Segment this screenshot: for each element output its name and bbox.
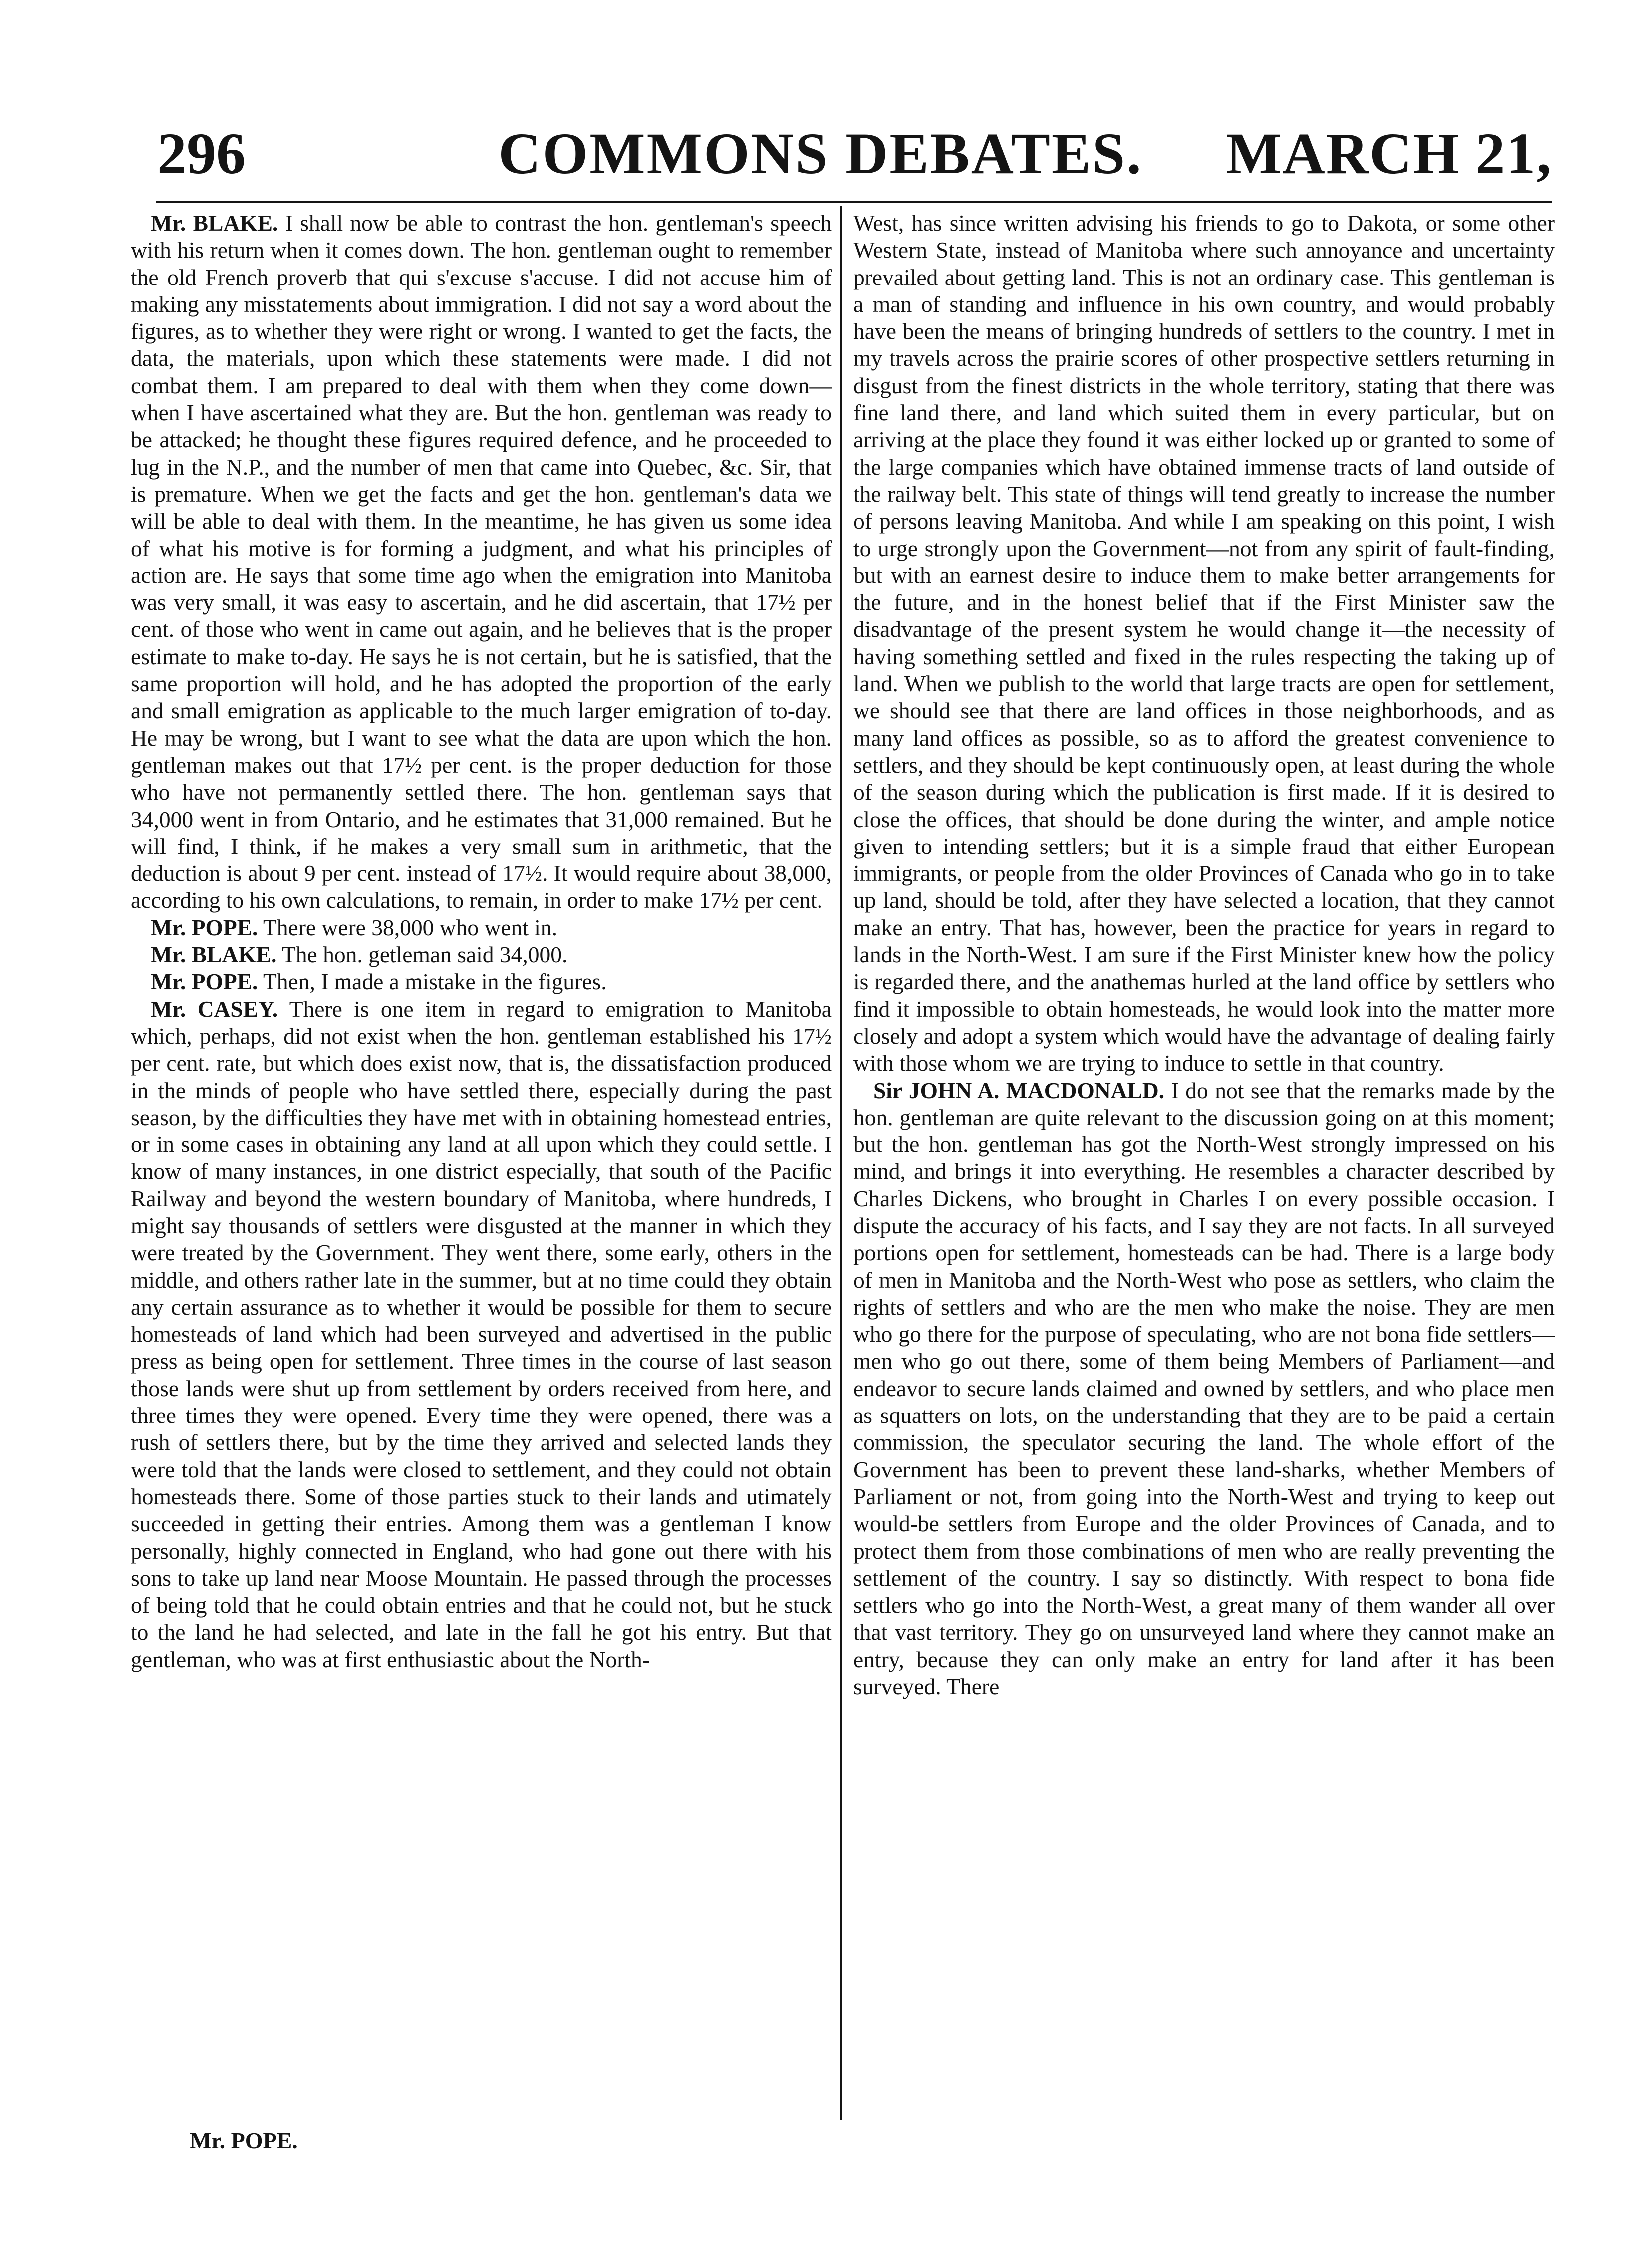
speech-text: I do not see that the remarks made by the hon. gentleman are quite relevant to the discussion going on at this moment; but the hon. gentleman has got the North-West strongly impressed on his mind, and brings it into everything. He resembles a character described by Charles Dickens, who brought in Charles I on every possible occasion. I dispute the accuracy of his facts, and I say they are not facts. In all surveyed portions open for settlement, homesteads can be had. There is a large body of men in Manitoba and the North-West who pose as settlers, who claim the rights of settlers and who are the men who make the noise. They are men who go there for the purpose of speculating, who are not bona fide settlers—men who go out there, some of them being Members of Parliament—and endeavor to secure lands claimed and owned by settlers, and who place men as squatters on lots, on the understanding that they are to be paid a certain commission, the speculator securing the land. The whole effort of the Government has been to prevent these land-sharks, whether Members of Parliament or not, from going into the North-West and trying to keep out would-be settlers from Europe and the older Provinces of Canada, and to protect them from those combinations of men who are really preventing the settlement of the country. I say so distinctly. With respect to bona fide settlers who go into the North-West, a great many of them wander all over that vast territory. They go on unsurveyed land where they cannot make an entry, because they can only make an entry for land after it has been surveyed. There [853,1077,1555,1700]
page-number: 296 [157,121,246,186]
speaker-name: Sir JOHN A. MACDONALD. [873,1077,1165,1103]
paragraph [131,210,832,914]
speech-text: The hon. getleman said 34,000. [281,942,568,968]
speech-text: There were 38,000 who went in. [263,914,558,940]
paragraph [131,996,832,1673]
footer-catchword: Mr. POPE. [190,2128,298,2153]
speech-text: I shall now be able to contrast the hon. gentleman's speech with his return when it comes down. The hon. gentleman ought to remember the old French proverb that qui s'excuse s'accuse. I did not accuse him of making any misstatements about immigration. I did not say a word about the figures, as to whether they were right or wrong. I wanted to get the facts, the data, the materials, upon which these statements were made. I did not combat them. I am prepared to deal with them when they come down—when I have ascertained what they are. But the hon. gentleman was ready to be attacked; he thought these figures required defence, and he proceeded to lug in the N.P., and the number of men that came into Quebec, &c. Sir, that is premature. When we get the facts and get the hon. gentleman's data we will be able to deal with them. In the meantime, he has given us some idea of what his motive is for forming a judgment, and what his principles of action are. He says that some time ago when the emigration into Manitoba was very small, it was easy to ascertain, and he did ascertain, that 17½ per cent. of those who went in came out again, and he believes that is the proper estimate to make to-day. He says he is not certain, but he is satisfied, that the same proportion will hold, and he has adopted the proportion of the early and small emigration as applicable to the much larger emigration of to-day. He may be wrong, but I want to see what the data are upon which the hon. gentleman makes out that 17½ per cent. is the proper deduction for those who have not permanently settled there. The hon. gentleman says that 34,000 went in from Ontario, and he estimates that 31,000 remained. But he will find, I think, if he makes a very small sum in arithmetic, that the deduction is about 9 per cent. instead of 17½. It would require about 38,000, according to his own calculations, to remain, in order to make 17½ per cent. [131,210,832,913]
speech-text: Then, I made a mistake in the figures. [263,969,607,995]
paragraph [853,1077,1555,1701]
page-header [0,0,1641,210]
speaker-name: Mr. CASEY. [151,996,278,1022]
right-column [853,210,1555,1700]
paragraph [131,941,832,968]
speaker-name: Mr. POPE. [151,914,258,940]
column-divider [840,206,842,2120]
paragraph [131,968,832,995]
paragraph [853,210,1555,1077]
header-rule [156,201,1552,203]
speaker-name: Mr. BLAKE. [151,942,277,968]
speech-text: West, has since written advising his friends to go to Dakota, or some other Western State, instead of Manitoba where such annoyance and uncertainty prevailed about getting land. This is not an ordinary case. This gentleman is a man of standing and influence in his own country, and would probably have been the means of bringing hundreds of settlers to the country. I met in my travels across the prairie scores of other prospective settlers returning in disgust from the finest districts in the whole territory, stating that there was fine land there, and land which suited them in every particular, but on arriving at the place they found it was either locked up or granted to some of the large companies which have obtained immense tracts of land outside of the railway belt. This state of things will tend greatly to increase the number of persons leaving Manitoba. And while I am speaking on this point, I wish to urge strongly upon the Government—not from any spirit of fault-finding, but with an earnest desire to induce them to make better arrangements for the future, and in the honest belief that if the First Minister saw the disadvantage of the present system he would change it—the necessity of having something settled and fixed in the rules respecting the taking up of land. When we publish to the world that large tracts are open for settlement, we should see that there are land offices in those neighborhoods, and as many land offices as possible, so as to afford the greatest convenience to settlers, and they should be kept continuously open, at least during the whole of the season during which the publication is first made. If it is desired to close the offices, that should be done during the winter, and ample notice given to intending settlers; but it is a simple fraud that either European immigrants, or people from the older Provinces of Canada who go in to take up land, should be told, after they have selected a location, that they cannot make an entry. That has, however, been the practice for years in regard to lands in the North-West. I am sure if the First Minister knew how the policy is regarded there, and the anathemas hurled at the land office by settlers who find it impossible to obtain homesteads, he would look into the matter more closely and adopt a system which would have the advantage of dealing fairly with those whom we are trying to induce to settle in that country. [853,210,1555,1076]
left-column [131,210,832,1673]
page-title: COMMONS DEBATES. [498,121,1143,186]
header-date: MARCH 21, [1226,121,1552,186]
paragraph [131,914,832,941]
speaker-name: Mr. POPE. [151,969,258,995]
speech-text: There is one item in regard to emigration to Manitoba which, perhaps, did not exist when the hon. gentleman established his 17½ per cent. rate, but which does exist now, that is, the dissatisfaction produced in the minds of people who have settled there, especially during the past season, by the difficulties they have met with in obtaining homestead entries, or in some cases in obtaining any land at all upon which they could settle. I know of many instances, in one district especially, that south of the Pacific Railway and beyond the western boundary of Manitoba, where hundreds, I might say thousands of settlers were disgusted at the manner in which they were treated by the Government. They went there, some early, others in the middle, and others rather late in the summer, but at no time could they obtain any certain assurance as to whether it would be possible for them to secure homesteads of land which had been surveyed and advertised in the public press as being open for settlement. Three times in the course of last season those lands were shut up from settlement by orders received from here, and three times they were opened. Every time they were opened, there was a rush of settlers there, but by the time they arrived and selected lands they were told that the lands were closed to settlement, and they could not obtain homesteads there. Some of those parties stuck to their lands and utimately succeeded in getting their entries. Among them was a gentleman I know personally, highly connected in England, who had gone out there with his sons to take up land near Moose Mountain. He passed through the processes of being told that he could obtain entries and that he could not, but he stuck to the land he had selected, and late in the fall he got his entry. But that gentleman, who was at first enthusiastic about the North- [131,996,832,1672]
speaker-name: Mr. BLAKE. [151,210,278,236]
